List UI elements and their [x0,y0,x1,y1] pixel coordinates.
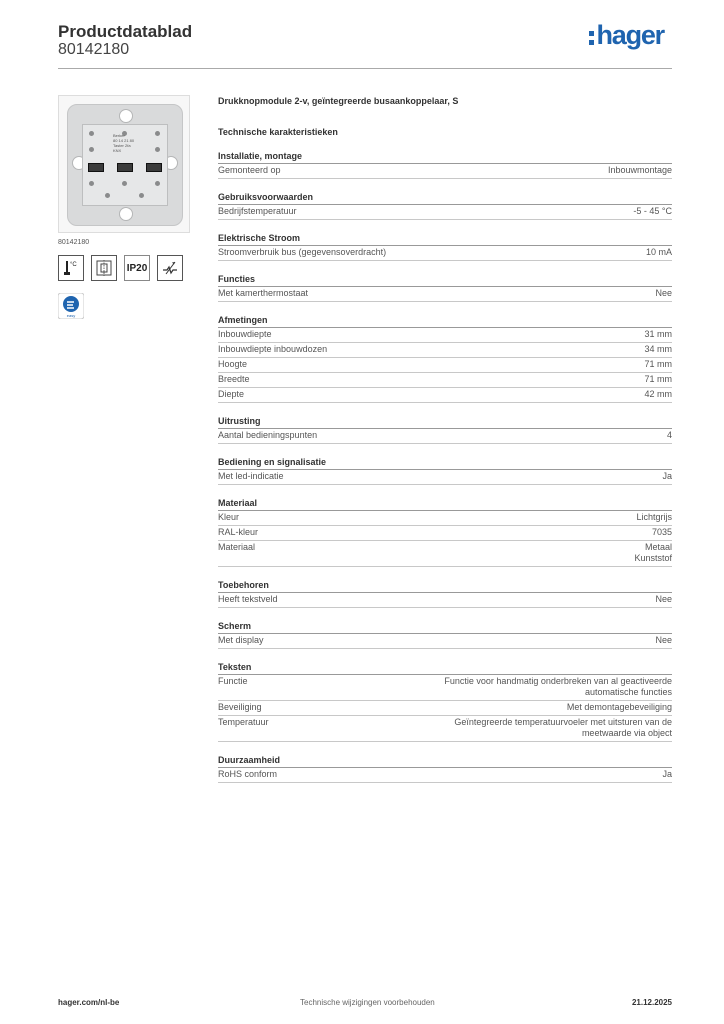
spec-label: Beveiliging [218,702,262,712]
spec-label: Heeft tekstveld [218,594,278,604]
spec-value-line: Ja [662,769,672,779]
led-window-icon [146,163,162,172]
spec-row [218,358,672,373]
spec-section [218,151,672,179]
temperature-icon [58,255,84,281]
spec-value-line: 71 mm [644,374,672,384]
spec-value-line: 10 mA [645,247,672,257]
button-hole-icon [155,147,160,152]
image-caption: 80142180 [58,239,90,246]
spec-value-line: Nee [655,288,672,298]
section-title: Bediening en signalisatie [218,457,672,470]
header-divider [58,68,672,69]
section-title: Afmetingen [218,315,672,328]
module-label: Berker 80 14 21 80 Taster 2fa KNX [113,133,135,153]
spec-value-line: Kunststof [634,553,672,563]
button-hole-icon [89,131,94,136]
spec-label: Inbouwdiepte [218,329,272,339]
spec-value-line: meetwaarde via object [581,728,672,738]
footer-website-link[interactable]: hager.com/nl-be [58,998,120,1007]
spec-label: Aantal bedieningspunten [218,430,318,440]
spec-value-line: Lichtgrijs [636,512,672,522]
flush-mount-icon [91,255,117,281]
spec-row [218,716,672,742]
spec-label: Gemonteerd op [218,165,281,175]
spec-section [218,233,672,261]
spec-label: Breedte [218,374,250,384]
spec-section [218,457,672,485]
spec-row [218,287,672,302]
spec-label: Diepte [218,389,245,399]
adjustment-icon [157,255,183,281]
section-title: Installatie, montage [218,151,672,164]
spec-value [444,676,672,698]
led-window-icon [117,163,133,172]
specifications [218,95,672,783]
button-hole-icon [105,193,110,198]
spec-value-line: automatische functies [584,687,672,697]
spec-section [218,498,672,567]
spec-section [218,662,672,742]
section-title: Duurzaamheid [218,755,672,768]
spec-row [218,768,672,783]
spec-value [655,635,672,646]
section-title: Uitrusting [218,416,672,429]
footer-date: 21.12.2025 [631,998,672,1007]
spec-row [218,164,672,179]
spec-row [218,429,672,444]
logo-wordmark: hager [596,20,664,50]
button-hole-icon [155,131,160,136]
spec-label: Met led-indicatie [218,471,284,481]
document-number: 80142180 [58,41,130,58]
spec-value [567,702,672,713]
technical-heading: Technische karakteristieken [218,127,338,137]
spec-row [218,388,672,403]
spec-row [218,634,672,649]
spec-label: Kleur [218,512,240,522]
section-title: Toebehoren [218,580,672,593]
screw-hole-icon [119,109,133,123]
spec-value [644,389,672,400]
spec-label: Met display [218,635,264,645]
spec-value [662,769,672,780]
spec-value [655,594,672,605]
button-hole-icon [155,181,160,186]
spec-value [644,374,672,385]
spec-label: Stroomverbruik bus (gegevensoverdracht) [218,247,387,257]
spec-value [634,542,672,564]
spec-value [608,165,672,176]
spec-value [644,359,672,370]
document-title: Productdatablad [58,22,193,41]
product-description: Drukknopmodule 2-v, geïntegreerde busaankoppelaar, S [218,96,459,106]
spec-value [667,430,672,441]
spec-section [218,755,672,783]
button-hole-icon [139,193,144,198]
spec-value-line: 31 mm [644,329,672,339]
spec-value [454,717,672,739]
section-title: Gebruiksvoorwaarden [218,192,672,205]
button-hole-icon [122,181,127,186]
led-window-icon [88,163,104,172]
spec-value-line: 71 mm [644,359,672,369]
certification-icons [58,255,198,281]
spec-value-line: Nee [655,635,672,645]
spec-label: Hoogte [218,359,248,369]
spec-value [652,527,672,538]
spec-row [218,373,672,388]
push-button-module [82,124,168,206]
spec-label: Materiaal [218,542,256,552]
spec-label: RAL-kleur [218,527,259,537]
spec-row [218,675,672,701]
spec-row [218,511,672,526]
spec-value-line: Ja [662,471,672,481]
section-title: Teksten [218,662,672,675]
spec-value-line: 4 [666,430,672,440]
svg-text:°C: °C [70,262,77,268]
spec-section [218,416,672,444]
spec-row [218,526,672,541]
spec-value-line: Metaal [644,542,672,552]
spec-label: RoHS conform [218,769,278,779]
easy-icon [58,293,84,319]
spec-value [644,329,672,340]
spec-row [218,541,672,567]
spec-row [218,343,672,358]
button-hole-icon [89,147,94,152]
spec-value [633,206,672,217]
hager-logo[interactable] [589,20,664,50]
spec-value [646,247,672,258]
spec-row [218,246,672,261]
spec-section [218,580,672,608]
screw-hole-icon [119,207,133,221]
section-title: Materiaal [218,498,672,511]
svg-text:easy: easy [66,313,76,318]
section-title: Functies [218,274,672,287]
spec-value [644,344,672,355]
spec-value [636,512,672,523]
spec-label: Bedrijfstemperatuur [218,206,297,216]
spec-sections [218,151,672,783]
ip-rating-icon: IP20 [124,255,150,281]
spec-row [218,701,672,716]
spec-section [218,192,672,220]
spec-row [218,328,672,343]
spec-row [218,470,672,485]
spec-value [662,471,672,482]
page-header [58,22,672,70]
spec-value-line: Inbouwmontage [607,165,672,175]
spec-value-line: 34 mm [644,344,672,354]
spec-section [218,621,672,649]
spec-label: Temperatuur [218,717,269,727]
logo-colon-icon [589,31,594,45]
spec-section [218,274,672,302]
section-title: Elektrische Stroom [218,233,672,246]
spec-value-line: Functie voor handmatig onderbreken van al geactiveerde [444,676,672,686]
spec-value-line: 42 mm [644,389,672,399]
spec-label: Functie [218,676,248,686]
spec-label: Met kamerthermostaat [218,288,309,298]
spec-value [655,288,672,299]
spec-section [218,315,672,403]
button-hole-icon [89,181,94,186]
spec-value-line: Nee [655,594,672,604]
section-title: Scherm [218,621,672,634]
product-image [58,95,190,233]
spec-value-line: -5 - 45 °C [633,206,672,216]
spec-value-line: 7035 [651,527,672,537]
spec-label: Inbouwdiepte inbouwdozen [218,344,328,354]
spec-row [218,205,672,220]
spec-value-line: Met demontagebeveiliging [566,702,672,712]
footer-disclaimer: Technische wijzigingen voorbehouden [300,998,435,1007]
spec-row [218,593,672,608]
product-media-column [58,95,198,319]
spec-value-line: Geïntegreerde temperatuurvoeler met uitsturen van de [454,717,672,727]
